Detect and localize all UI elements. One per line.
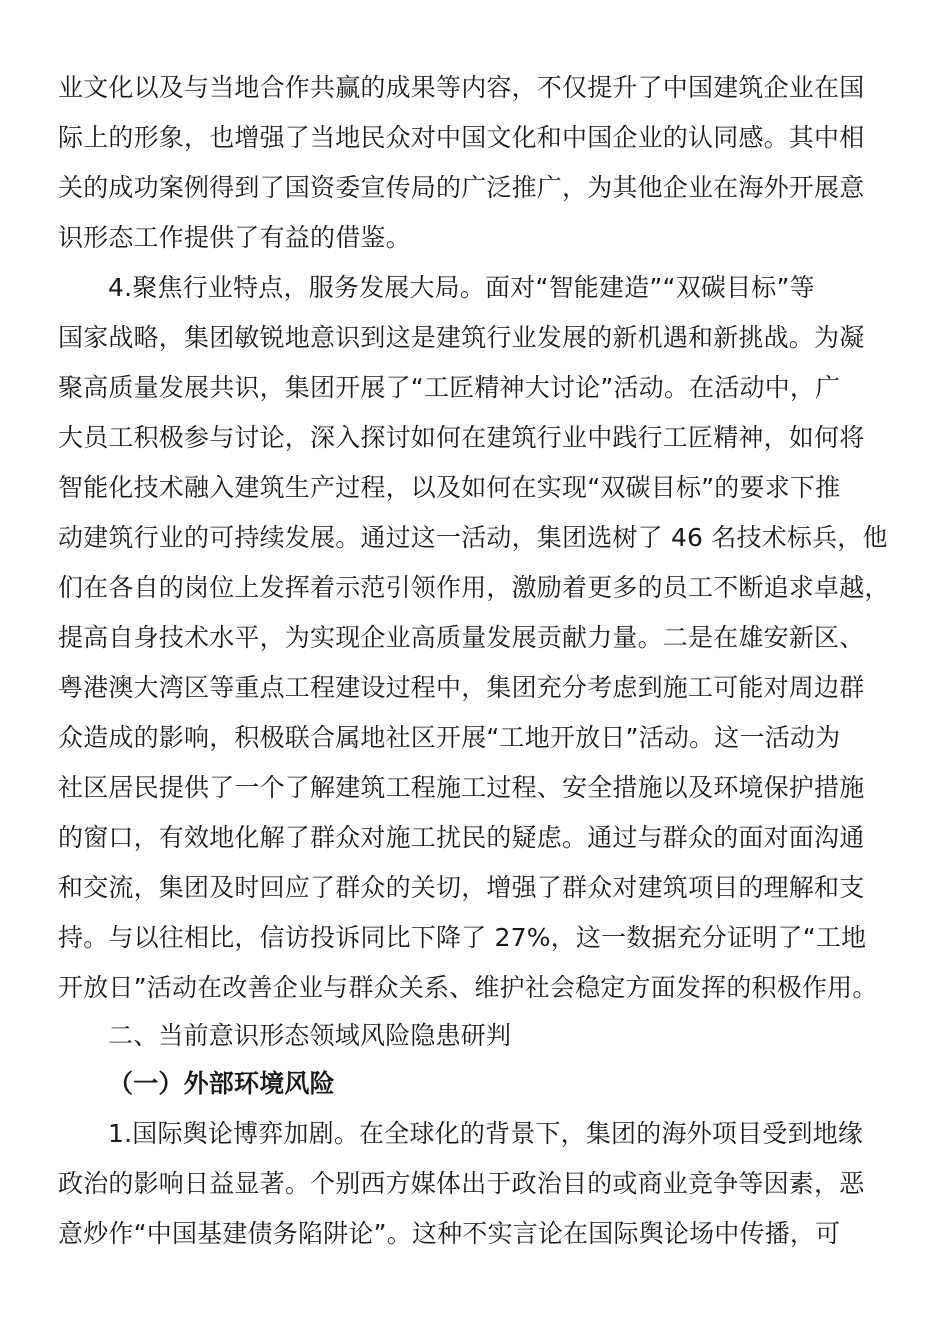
text-line: 提高自身技术水平，为实现企业高质量发展贡献力量。二是在雄安新区、 [58, 623, 865, 652]
text-line: 社区居民提供了一个了解建筑工程施工过程、安全措施以及环境保护措施 [58, 773, 865, 802]
text-line: 大员工积极参与讨论，深入探讨如何在建筑行业中践行工匠精神，如何将 [58, 423, 865, 452]
text-line: 意炒作“中国基建债务陷阱论”。这种不实言论在国际舆论场中传播，可 [58, 1219, 841, 1248]
subsection-heading: （一）外部环境风险 [108, 1069, 335, 1098]
text-line: 们在各自的岗位上发挥着示范引领作用，激励着更多的员工不断追求卓越， [58, 573, 890, 602]
text-line: 识形态工作提供了有益的借鉴。 [58, 223, 411, 252]
text-line: 智能化技术融入建筑生产过程，以及如何在实现“双碳目标”的要求下推 [58, 473, 841, 502]
text-line: 际上的形象，也增强了当地民众对中国文化和中国企业的认同感。其中相 [58, 123, 865, 152]
text-line: 开放日”活动在改善企业与群众关系、维护社会稳定方面发挥的积极作用。 [58, 973, 878, 1002]
text-line: 国家战略，集团敏锐地意识到这是建筑行业发展的新机遇和新挑战。为凝 [58, 323, 865, 352]
text-line: 的窗口，有效地化解了群众对施工扰民的疑虑。通过与群众的面对面沟通 [58, 823, 865, 852]
paragraph-start-line: 1.国际舆论博弈加剧。在全球化的背景下，集团的海外项目受到地缘 [108, 1119, 864, 1148]
text-line: 和交流，集团及时回应了群众的关切，增强了群众对建筑项目的理解和支 [58, 873, 865, 902]
text-line: 政治的影响日益显著。个别西方媒体出于政治目的或商业竞争等因素，恶 [58, 1169, 865, 1198]
text-line: 动建筑行业的可持续发展。通过这一活动，集团选树了 46 名技术标兵，他 [58, 523, 888, 552]
text-line: 粤港澳大湾区等重点工程建设过程中，集团充分考虑到施工可能对周边群 [58, 673, 865, 702]
text-line: 业文化以及与当地合作共赢的成果等内容，不仅提升了中国建筑企业在国 [58, 73, 865, 102]
text-line: 众造成的影响，积极联合属地社区开展“工地开放日”活动。这一活动为 [58, 723, 841, 752]
paragraph-start-line: 4.聚焦行业特点，服务发展大局。面对“智能建造”“双碳目标”等 [108, 273, 815, 302]
text-line: 关的成功案例得到了国资委宣传局的广泛推广，为其他企业在海外开展意 [58, 173, 865, 202]
section-heading: 二、当前意识形态领域风险隐患研判 [108, 1021, 512, 1050]
text-line: 持。与以往相比，信访投诉同比下降了 27%，这一数据充分证明了“工地 [58, 923, 867, 952]
text-line: 聚高质量发展共识，集团开展了“工匠精神大讨论”活动。在活动中，广 [58, 373, 841, 402]
